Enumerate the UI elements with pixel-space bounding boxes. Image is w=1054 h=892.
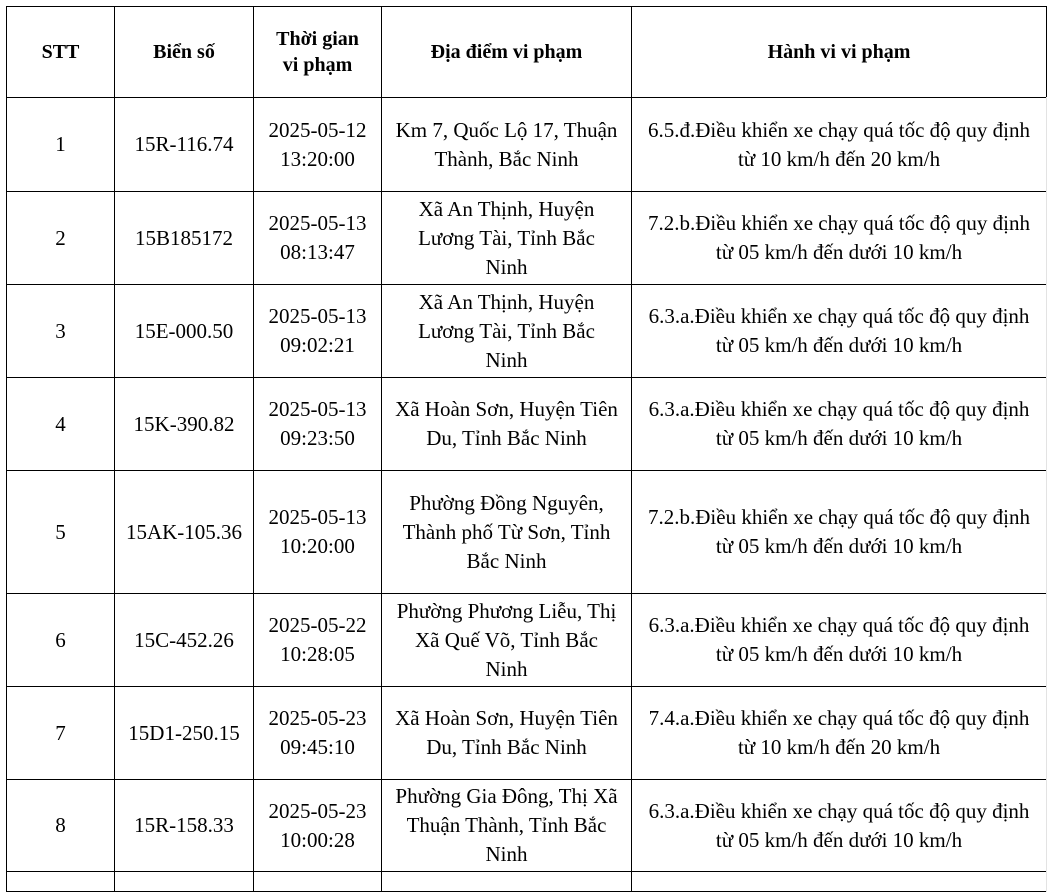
- cell-behavior: 6.3.a.Điều khiển xe chạy quá tốc độ quy định từ 05 km/h đến dưới 10 km/h: [632, 780, 1047, 872]
- cell-plate: 15B185172: [115, 192, 254, 285]
- cell-plate: 15AK-105.36: [115, 471, 254, 594]
- cell-empty: [115, 872, 254, 892]
- table-row: [7, 378, 1047, 471]
- cell-clock: 08:13:47: [280, 240, 355, 264]
- cell-clock: 09:45:10: [280, 735, 355, 759]
- cell-empty: [382, 872, 632, 892]
- cell-clock: 10:28:05: [280, 642, 355, 666]
- header-time: Thời gian vi phạm: [254, 7, 382, 98]
- cell-time: [254, 98, 382, 192]
- cell-empty: [254, 872, 382, 892]
- adjacent-column-edge: [1046, 97, 1054, 892]
- table-row: [7, 192, 1047, 285]
- cell-location: Km 7, Quốc Lộ 17, Thuận Thành, Bắc Ninh: [382, 98, 632, 192]
- cell-time: [254, 594, 382, 687]
- cell-stt: 6: [7, 594, 115, 687]
- header-row: [7, 7, 1047, 98]
- cell-location: Xã Hoàn Sơn, Huyện Tiên Du, Tỉnh Bắc Ninh: [382, 378, 632, 471]
- cell-behavior: 6.3.a.Điều khiển xe chạy quá tốc độ quy định từ 05 km/h đến dưới 10 km/h: [632, 285, 1047, 378]
- cell-stt: 3: [7, 285, 115, 378]
- violations-table: [6, 6, 1047, 892]
- cell-stt: 7: [7, 687, 115, 780]
- table-row-partial: [7, 872, 1047, 892]
- cell-date: 2025-05-13: [268, 397, 367, 421]
- cell-clock: 09:02:21: [280, 333, 355, 357]
- cell-time: [254, 378, 382, 471]
- cell-location: Phường Phương Liễu, Thị Xã Quế Võ, Tỉnh Bắc Ninh: [382, 594, 632, 687]
- cell-behavior: 6.3.a.Điều khiển xe chạy quá tốc độ quy định từ 05 km/h đến dưới 10 km/h: [632, 594, 1047, 687]
- table-row: [7, 285, 1047, 378]
- cell-location: Phường Gia Đông, Thị Xã Thuận Thành, Tỉnh Bắc Ninh: [382, 780, 632, 872]
- cell-location: Xã An Thịnh, Huyện Lương Tài, Tỉnh Bắc Ninh: [382, 285, 632, 378]
- cell-time: [254, 471, 382, 594]
- cell-location: Phường Đồng Nguyên, Thành phố Từ Sơn, Tỉnh Bắc Ninh: [382, 471, 632, 594]
- cell-date: 2025-05-22: [268, 613, 367, 637]
- cell-clock: 10:00:28: [280, 827, 355, 852]
- cell-location: Xã An Thịnh, Huyện Lương Tài, Tỉnh Bắc Ninh: [382, 192, 632, 285]
- cell-plate: 15E-000.50: [115, 285, 254, 378]
- cell-clock: 09:23:50: [280, 426, 355, 450]
- cell-location: Xã Hoàn Sơn, Huyện Tiên Du, Tỉnh Bắc Ninh: [382, 687, 632, 780]
- cell-plate: 15R-158.33: [115, 780, 254, 872]
- cell-plate: 15R-116.74: [115, 98, 254, 192]
- cell-time: [254, 780, 382, 872]
- header-plate: Biển số: [115, 7, 254, 98]
- cell-behavior: 7.2.b.Điều khiển xe chạy quá tốc độ quy định từ 05 km/h đến dưới 10 km/h: [632, 471, 1047, 594]
- cell-behavior: 7.4.a.Điều khiển xe chạy quá tốc độ quy định từ 10 km/h đến 20 km/h: [632, 687, 1047, 780]
- cell-stt: 8: [7, 780, 115, 872]
- cell-behavior: 6.3.a.Điều khiển xe chạy quá tốc độ quy định từ 05 km/h đến dưới 10 km/h: [632, 378, 1047, 471]
- header-location: Địa điểm vi phạm: [382, 7, 632, 98]
- cell-date: 2025-05-13: [268, 211, 367, 235]
- cell-stt: 1: [7, 98, 115, 192]
- table-row: [7, 471, 1047, 594]
- cell-time: [254, 687, 382, 780]
- cell-plate: 15K-390.82: [115, 378, 254, 471]
- cell-clock: 13:20:00: [280, 146, 355, 171]
- cell-behavior: 6.5.đ.Điều khiển xe chạy quá tốc độ quy định từ 10 km/h đến 20 km/h: [632, 98, 1047, 192]
- table-row: [7, 687, 1047, 780]
- cell-date: 2025-05-23: [268, 798, 367, 823]
- table-row: [7, 780, 1047, 872]
- header-stt: STT: [7, 7, 115, 98]
- cell-stt: 2: [7, 192, 115, 285]
- cell-empty: [7, 872, 115, 892]
- cell-empty: [632, 872, 1047, 892]
- cell-date: 2025-05-13: [268, 304, 367, 328]
- cell-clock: 10:20:00: [280, 534, 355, 558]
- cell-time: [254, 285, 382, 378]
- cell-date: 2025-05-12: [268, 117, 367, 142]
- table-row: [7, 98, 1047, 192]
- header-behavior: Hành vi vi phạm: [632, 7, 1047, 98]
- cell-stt: 5: [7, 471, 115, 594]
- cell-stt: 4: [7, 378, 115, 471]
- cell-plate: 15C-452.26: [115, 594, 254, 687]
- table-row: [7, 594, 1047, 687]
- cell-plate: 15D1-250.15: [115, 687, 254, 780]
- cell-date: 2025-05-13: [268, 505, 367, 529]
- cell-behavior: 7.2.b.Điều khiển xe chạy quá tốc độ quy định từ 05 km/h đến dưới 10 km/h: [632, 192, 1047, 285]
- cell-date: 2025-05-23: [268, 706, 367, 730]
- cell-time: [254, 192, 382, 285]
